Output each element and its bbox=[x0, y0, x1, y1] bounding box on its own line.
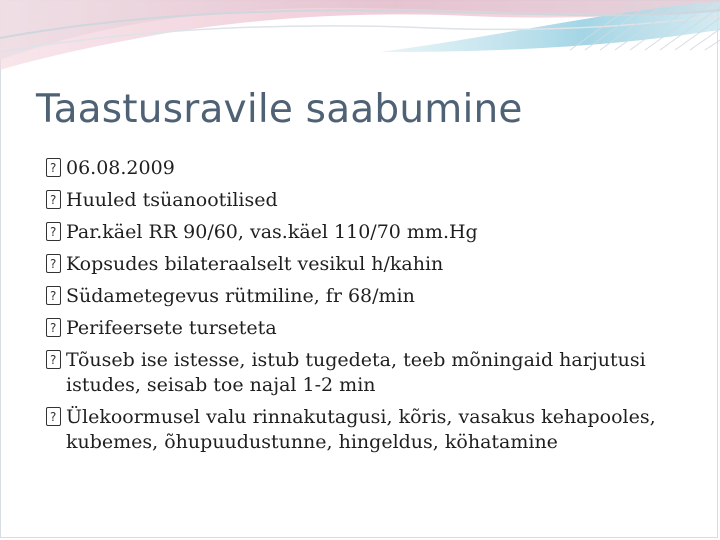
missing-glyph-box-icon bbox=[46, 318, 61, 337]
bullet-item bbox=[46, 220, 686, 245]
bullet-item bbox=[46, 316, 686, 341]
bullet-item bbox=[46, 348, 686, 398]
missing-glyph-box-icon bbox=[46, 190, 61, 209]
bullet-text: Kopsudes bilateraalselt vesikul h/kahin bbox=[66, 253, 444, 275]
missing-glyph-box-icon bbox=[46, 254, 61, 273]
bullet-text: Ülekoormusel valu rinnakutagusi, kõris, vasakus kehapooles, kubemes, õhupuudustunne, hingeldus, köhatamine bbox=[66, 406, 656, 453]
bullet-text: Südametegevus rütmiline, fr 68/min bbox=[66, 285, 415, 307]
slide-title: Taastusravile saabumine bbox=[36, 87, 523, 132]
bullet-item bbox=[46, 284, 686, 309]
bullet-text: 06.08.2009 bbox=[66, 157, 175, 179]
bullet-text: Huuled tsüanootilised bbox=[66, 189, 278, 211]
bullet-text: Par.käel RR 90/60, vas.käel 110/70 mm.Hg bbox=[66, 221, 478, 243]
missing-glyph-box-icon bbox=[46, 350, 61, 369]
missing-glyph-box-icon bbox=[46, 158, 61, 177]
bullet-text: Perifeersete turseteta bbox=[66, 317, 277, 339]
bullet-item bbox=[46, 188, 686, 213]
bullet-item bbox=[46, 405, 686, 455]
bullet-list bbox=[46, 156, 686, 462]
missing-glyph-box-icon bbox=[46, 407, 61, 426]
missing-glyph-box-icon bbox=[46, 286, 61, 305]
missing-glyph-box-icon bbox=[46, 222, 61, 241]
bullet-text: Tõuseb ise istesse, istub tugedeta, teeb mõningaid harjutusi istudes, seisab toe najal 1-2 min bbox=[66, 349, 646, 396]
bullet-item bbox=[46, 156, 686, 181]
bullet-item bbox=[46, 252, 686, 277]
